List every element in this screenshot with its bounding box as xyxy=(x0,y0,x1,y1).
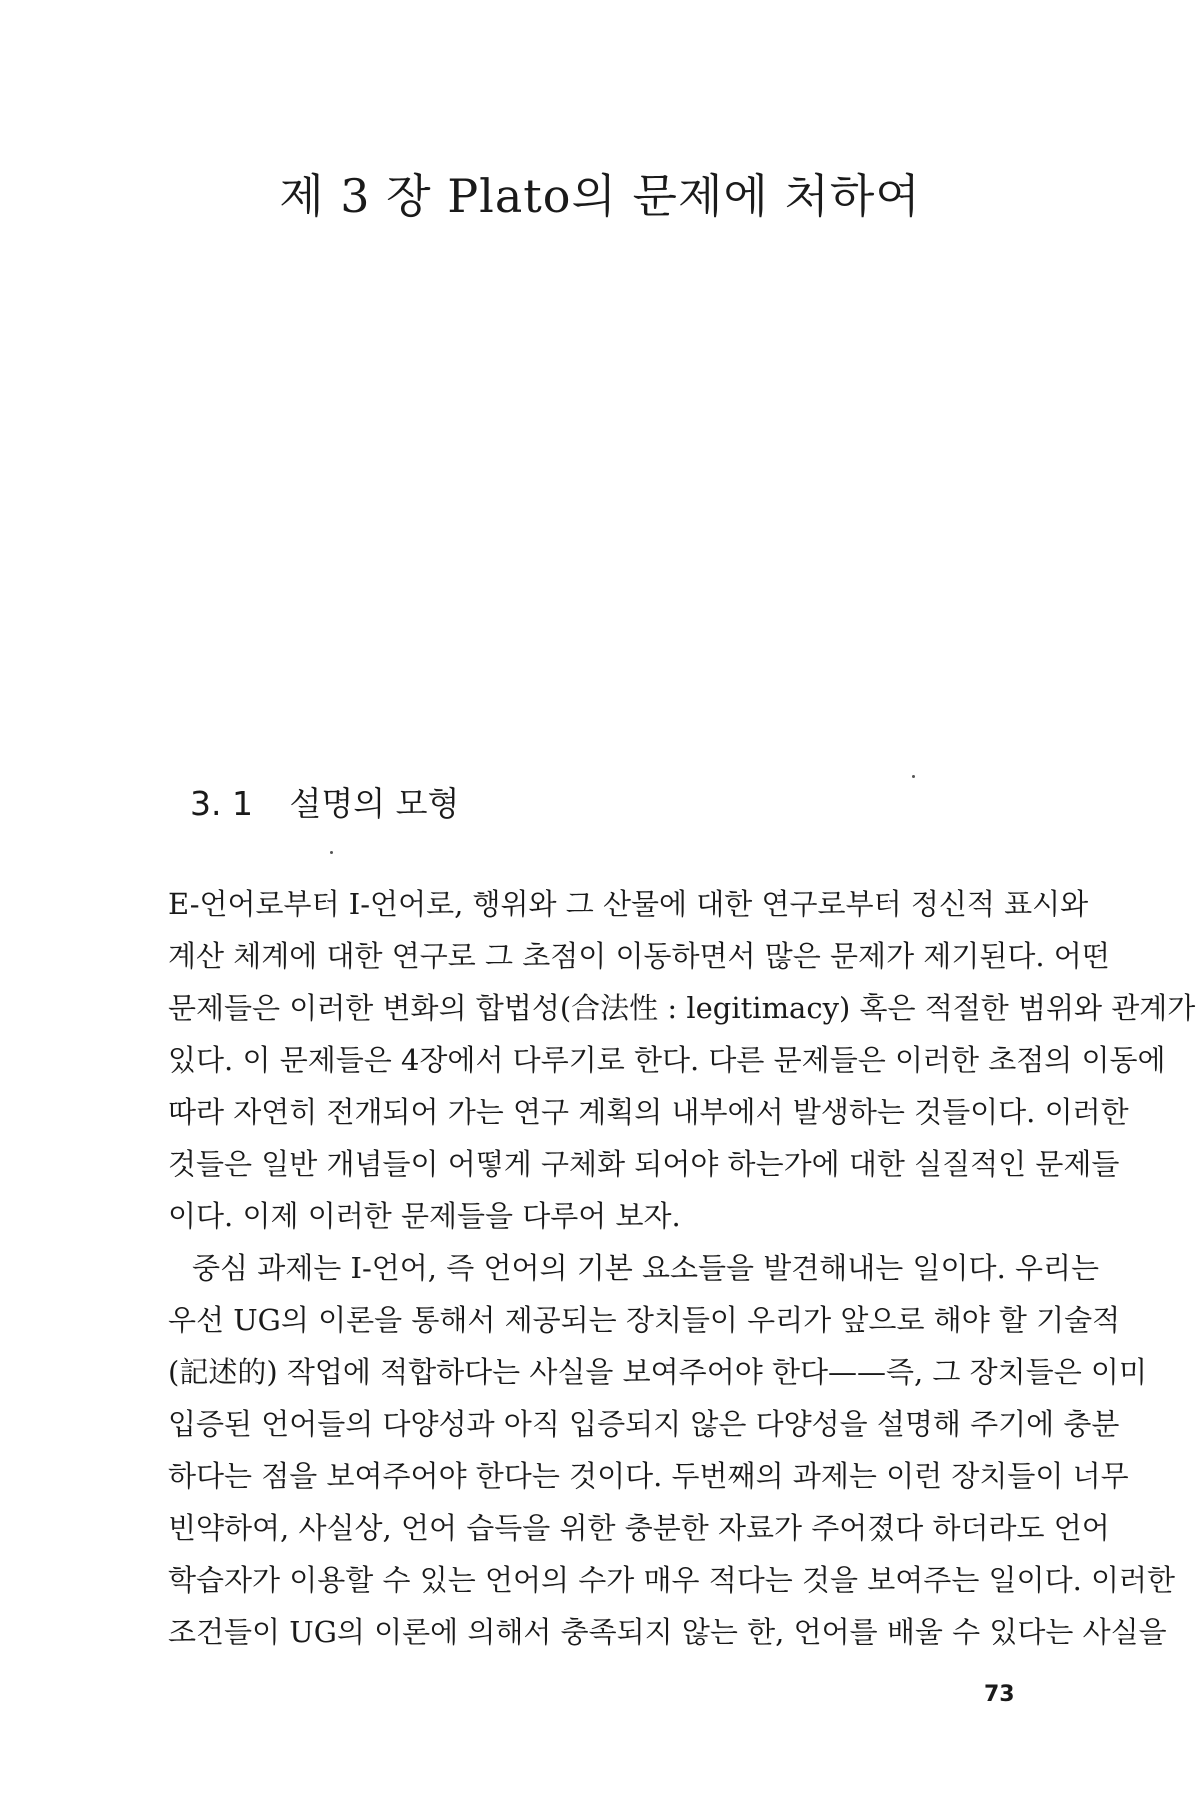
paragraph xyxy=(168,878,1196,1242)
text-line: 따라 자연히 전개되어 가는 연구 계획의 내부에서 발생하는 것들이다. 이러한 xyxy=(168,1095,1129,1129)
text-line: (記述的) 작업에 적합하다는 사실을 보여주어야 한다——즉, 그 장치들은 이미 xyxy=(168,1355,1147,1389)
scan-speck xyxy=(330,851,333,854)
text-line: 하다는 점을 보여주어야 한다는 것이다. 두번째의 과제는 이런 장치들이 너무 xyxy=(168,1459,1129,1493)
text-line: 우선 UG의 이론을 통해서 제공되는 장치들이 우리가 앞으로 해야 할 기술적 xyxy=(168,1303,1121,1337)
paragraph xyxy=(168,1242,1176,1658)
chapter-title: 제 3 장 Plato의 문제에 처하여 xyxy=(279,169,921,223)
text-line: 빈약하여, 사실상, 언어 습득을 위한 충분한 자료가 주어졌다 하더라도 언어 xyxy=(168,1511,1110,1545)
section-number: 3. 1 xyxy=(190,784,253,823)
text-line: 문제들은 이러한 변화의 합법성(合法性 : legitimacy) 혹은 적절한 범위와 관계가 xyxy=(168,991,1196,1025)
section-title: 설명의 모형 xyxy=(289,784,460,823)
text-line: 입증된 언어들의 다양성과 아직 입증되지 않은 다양성을 설명해 주기에 충분 xyxy=(168,1407,1120,1441)
section-heading xyxy=(190,778,459,825)
text-line: 조건들이 UG의 이론에 의해서 충족되지 않는 한, 언어를 배울 수 있다는 사실을 xyxy=(168,1615,1167,1649)
text-line: 계산 체계에 대한 연구로 그 초점이 이동하면서 많은 문제가 제기된다. 어떤 xyxy=(168,939,1110,973)
page-number: 73 xyxy=(984,1682,1015,1707)
text-line: 학습자가 이용할 수 있는 언어의 수가 매우 적다는 것을 보여주는 일이다. 이러한 xyxy=(168,1563,1176,1597)
body-text xyxy=(168,878,1196,1658)
text-line: 중심 과제는 I-언어, 즉 언어의 기본 요소들을 발견해내는 일이다. 우리는 xyxy=(192,1251,1100,1285)
text-line: E-언어로부터 I-언어로, 행위와 그 산물에 대한 연구로부터 정신적 표시와 xyxy=(168,887,1089,921)
text-line: 이다. 이제 이러한 문제들을 다루어 보자. xyxy=(168,1199,681,1233)
scan-speck xyxy=(912,775,915,778)
text-line: 있다. 이 문제들은 4장에서 다루기로 한다. 다른 문제들은 이러한 초점의 이동에 xyxy=(168,1043,1166,1077)
text-line: 것들은 일반 개념들이 어떻게 구체화 되어야 하는가에 대한 실질적인 문제들 xyxy=(168,1147,1120,1181)
